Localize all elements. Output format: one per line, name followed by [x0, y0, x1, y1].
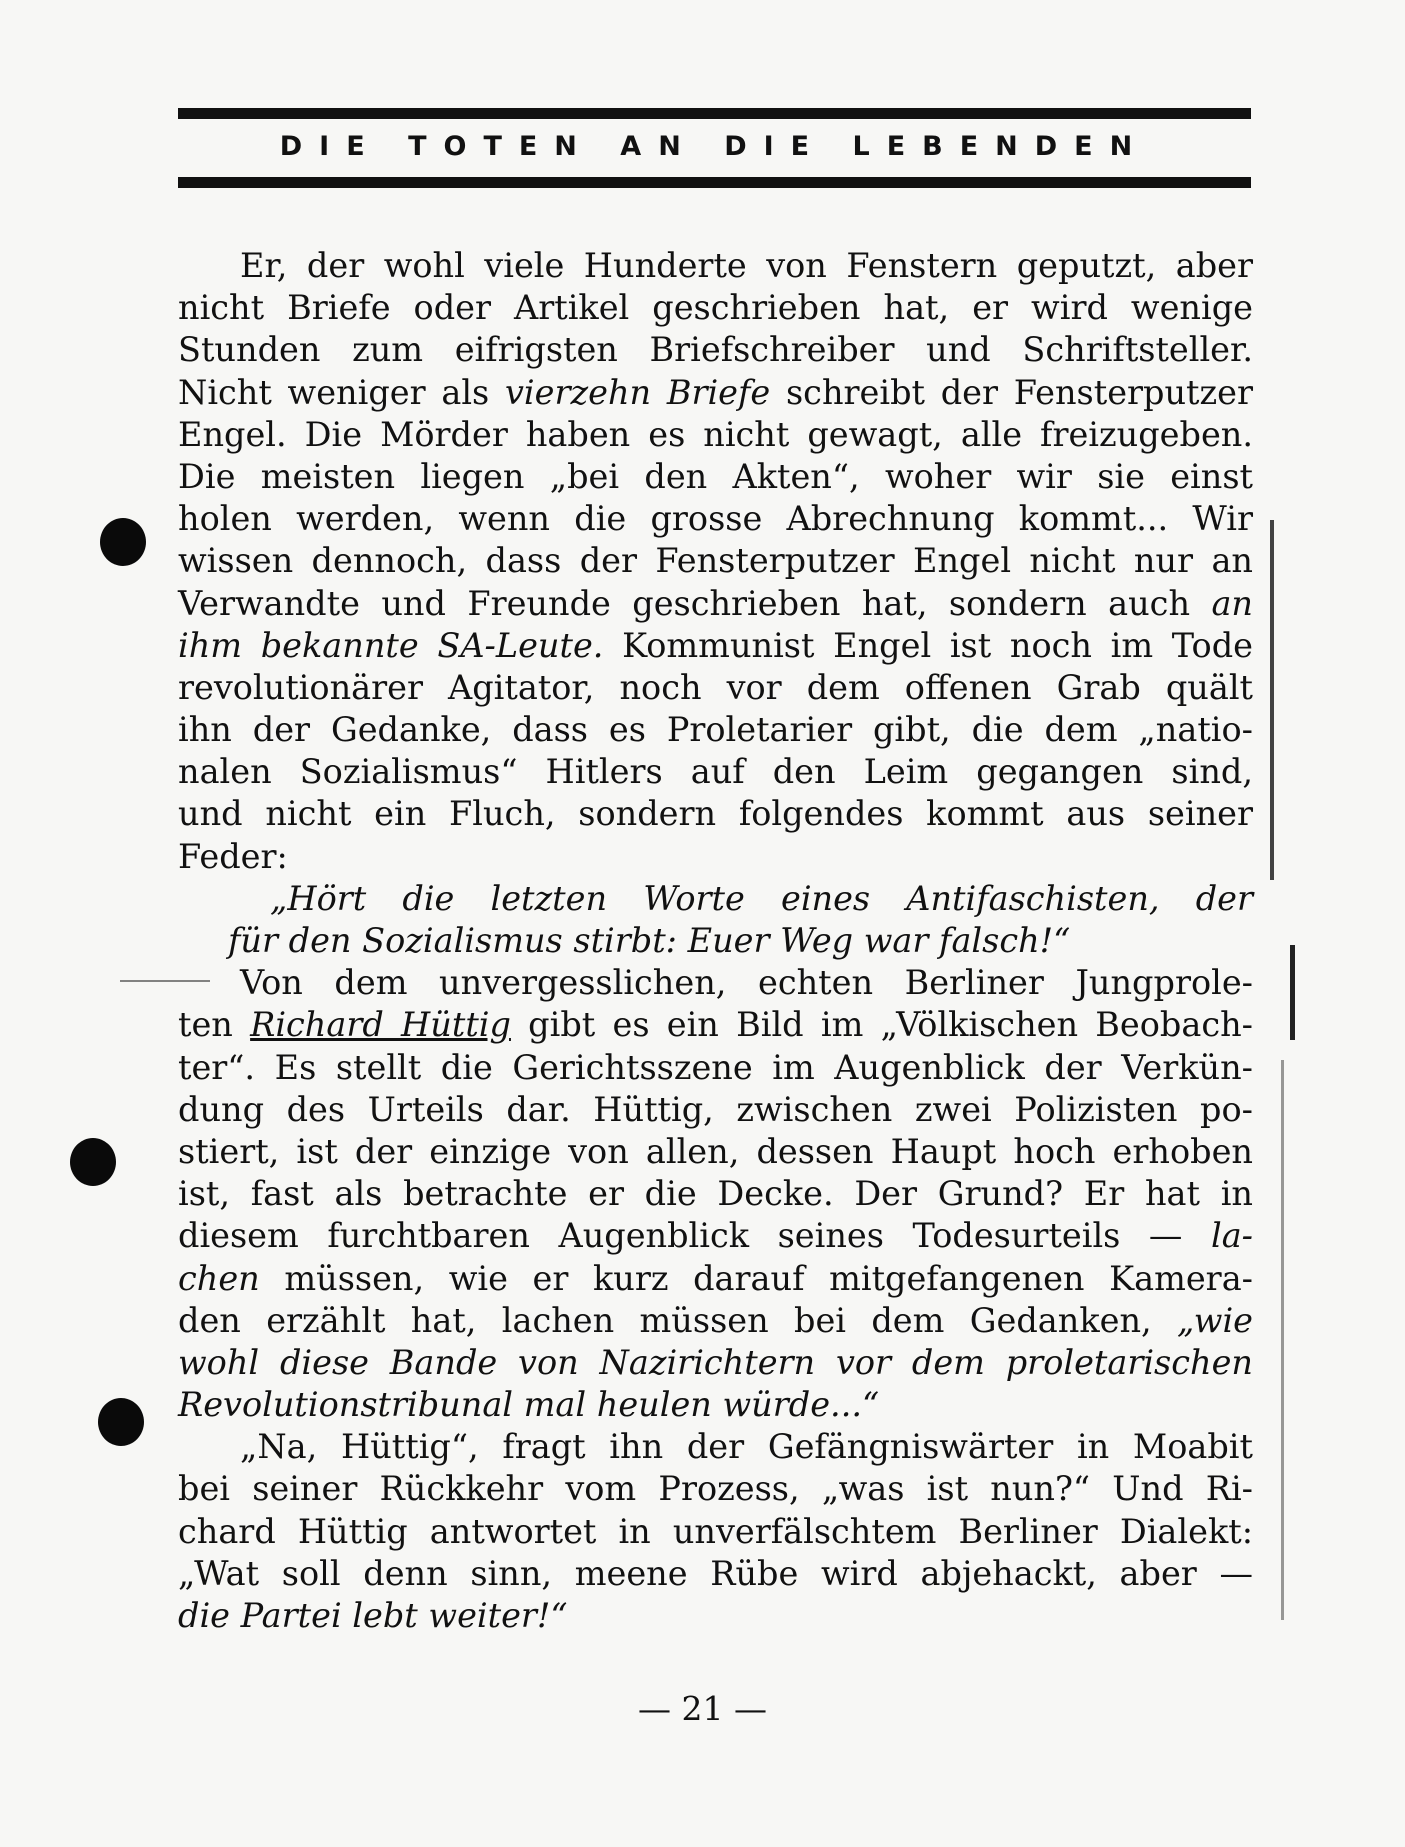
italic-text-segment: wohl diese Bande von Nazirichtern vor dem proletarischen — [178, 1342, 1253, 1382]
text-segment: Kommunist Engel ist noch im Tode — [603, 625, 1253, 665]
running-title: DIE TOTEN AN DIE LEBENDEN — [279, 131, 1150, 162]
text-line — [178, 1215, 1253, 1257]
text-segment: ter“. Es stellt die Gerichtsszene im Augenblick der Verkün- — [178, 1047, 1253, 1087]
text-line — [178, 1300, 1253, 1342]
text-segment: ten — [178, 1005, 251, 1045]
text-line — [178, 1511, 1253, 1553]
text-line — [178, 793, 1253, 835]
text-line — [178, 920, 1253, 962]
text-segment: Von dem unvergesslichen, echten Berliner Jungprole- — [240, 963, 1253, 1003]
text-segment: nalen Sozialismus“ Hitlers auf den Leim gegangen sind, — [178, 752, 1253, 792]
italic-text-segment: chen — [178, 1258, 260, 1298]
binding-edge-mark — [1290, 945, 1295, 1040]
header-rule-top — [178, 108, 1251, 119]
italic-text-segment: die Partei lebt weiter!“ — [178, 1596, 568, 1635]
text-line — [178, 1595, 1253, 1637]
pencil-stroke-mark — [120, 980, 210, 982]
header-rule-bottom — [178, 177, 1251, 188]
text-line — [178, 667, 1253, 709]
text-line — [178, 540, 1253, 582]
text-segment: schreibt der Fensterputzer — [770, 372, 1254, 412]
text-segment: chard Hüttig antwortet in unverfälschtem Berliner Dialekt: — [178, 1511, 1253, 1551]
text-segment: Verwandte und Freunde geschrieben hat, sondern auch — [178, 583, 1212, 623]
text-line — [178, 1047, 1253, 1089]
text-segment: Er, der wohl viele Hunderte von Fenstern geputzt, aber — [240, 246, 1253, 285]
text-segment: gibt es ein Bild im „Völkischen Beobach- — [510, 1005, 1253, 1045]
text-segment: revolutionärer Agitator, noch vor dem offenen Grab quält — [178, 667, 1253, 707]
binding-edge-mark — [1281, 1060, 1284, 1620]
text-line — [178, 287, 1253, 329]
text-segment: dung des Urteils dar. Hüttig, zwischen zwei Polizisten po- — [178, 1089, 1253, 1129]
page-number: — 21 — — [638, 1689, 767, 1728]
text-segment: „Wat soll denn sinn, meene Rübe wird abjehackt, aber — — [178, 1553, 1253, 1593]
text-segment: Engel. Die Mörder haben es nicht gewagt, alle freizugeben. — [178, 414, 1253, 454]
text-segment: diesem furchtbaren Augenblick seines Todesurteils — — [178, 1216, 1211, 1256]
italic-text-segment: „wie — [1177, 1300, 1253, 1340]
text-line — [178, 583, 1253, 625]
text-segment: müssen, wie er kurz darauf mitgefangenen Kamera- — [259, 1258, 1253, 1298]
text-segment: den erzählt hat, lachen müssen bei dem Gedanken, — [178, 1300, 1178, 1340]
text-segment: nicht Briefe oder Artikel geschrieben hat, er wird wenige — [178, 288, 1253, 328]
text-line — [178, 1004, 1253, 1046]
text-line — [178, 836, 1253, 878]
text-segment: bei seiner Rückkehr vom Prozess, „was ist nun?“ Und Ri- — [178, 1469, 1253, 1509]
body-text — [178, 245, 1253, 1637]
text-line — [178, 1426, 1253, 1468]
text-line — [178, 1384, 1253, 1426]
italic-text-segment: la- — [1210, 1216, 1253, 1256]
italic-text-segment: Revolutionstribunal mal heulen würde...“ — [178, 1385, 880, 1425]
text-line — [178, 625, 1253, 667]
italic-text-segment: vierzehn Briefe — [505, 372, 771, 412]
text-segment: ihn der Gedanke, dass es Proletarier gibt, die dem „natio- — [178, 710, 1253, 750]
text-line — [178, 1131, 1253, 1173]
text-line — [178, 1258, 1253, 1300]
text-line — [178, 372, 1253, 414]
text-segment: Nicht weniger als — [178, 372, 505, 412]
text-line — [178, 751, 1253, 793]
text-segment: „Na, Hüttig“, fragt ihn der Gefängniswärter in Moabit — [240, 1427, 1253, 1467]
text-line — [178, 414, 1253, 456]
text-segment: wissen dennoch, dass der Fensterputzer Engel nicht nur an — [178, 541, 1253, 581]
text-line — [178, 456, 1253, 498]
text-line — [178, 1342, 1253, 1384]
text-segment: Stunden zum eifrigsten Briefschreiber und Schriftsteller. — [178, 330, 1253, 370]
italic-text-segment: Richard Hüttig — [250, 1005, 511, 1045]
text-segment: Die meisten liegen „bei den Akten“, woher wir sie einst — [178, 456, 1253, 496]
italic-text-segment: für den Sozialismus stirbt: Euer Weg war falsch!“ — [228, 921, 1071, 960]
punch-hole-mark — [98, 1398, 144, 1446]
text-line — [178, 245, 1253, 287]
punch-hole-mark — [70, 1138, 116, 1186]
italic-text-segment: „Hört die letzten Worte eines Antifaschisten, der — [270, 878, 1253, 918]
text-segment: holen werden, wenn die grosse Abrechnung kommt... Wir — [178, 499, 1253, 539]
text-line — [178, 962, 1253, 1004]
text-line — [178, 1468, 1253, 1510]
text-line — [178, 1173, 1253, 1215]
text-line — [178, 329, 1253, 371]
italic-text-segment: ihm bekannte SA-Leute. — [178, 625, 604, 665]
text-line — [178, 709, 1253, 751]
text-line — [178, 498, 1253, 540]
text-segment: ist, fast als betrachte er die Decke. Der Grund? Er hat in — [178, 1174, 1253, 1214]
binding-edge-mark — [1270, 520, 1274, 880]
text-line — [178, 878, 1253, 920]
text-line — [178, 1089, 1253, 1131]
text-segment: stiert, ist der einzige von allen, dessen Haupt hoch erhoben — [178, 1131, 1253, 1171]
text-segment: und nicht ein Fluch, sondern folgendes kommt aus seiner — [178, 794, 1253, 834]
italic-text-segment: an — [1211, 583, 1253, 623]
punch-hole-mark — [100, 518, 146, 566]
text-segment: Feder: — [178, 836, 288, 876]
text-line — [178, 1553, 1253, 1595]
